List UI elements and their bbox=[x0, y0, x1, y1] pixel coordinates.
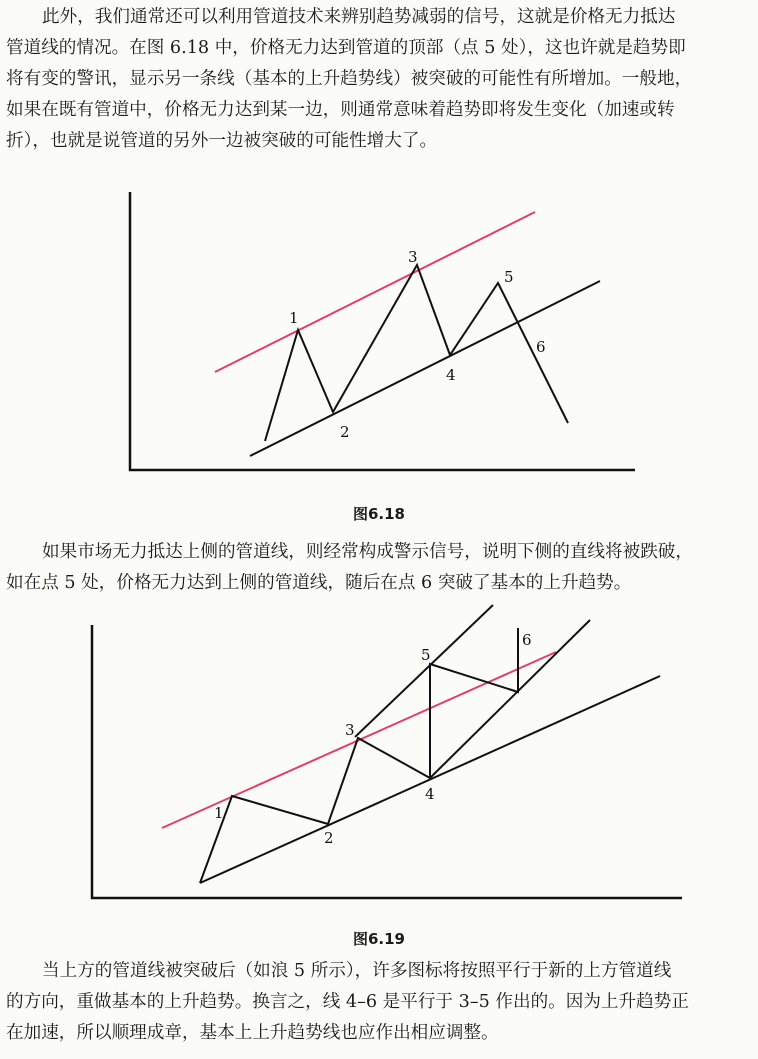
lower-trend-line bbox=[250, 281, 600, 456]
text-line: 如在点 5 处，价格无力达到上侧的管道线，随后在点 6 突破了基本的上升趋势。 bbox=[6, 573, 632, 593]
point-label-1: 1 bbox=[214, 804, 224, 822]
text-line: 将有变的警讯，显示另一条线（基本的上升趋势线）被突破的可能性有所增加。一般地， bbox=[6, 69, 693, 89]
axes bbox=[130, 192, 635, 470]
text-line: 管道线的情况。在图 6.18 中，价格无力达到管道的顶部（点 5 处），这也许就是趋势即 bbox=[6, 38, 686, 58]
point-label-4: 4 bbox=[425, 785, 435, 803]
text-line: 如果市场无力抵达上侧的管道线，则经常构成警示信号，说明下侧的直线将被跌破， bbox=[42, 542, 693, 562]
point-label-2: 2 bbox=[340, 423, 350, 441]
warning-paragraph bbox=[6, 537, 750, 599]
point-label-1: 1 bbox=[289, 309, 299, 327]
price-path bbox=[265, 265, 568, 441]
text-line: 的方向，重做基本的上升趋势。换言之，线 4–6 是平行于 3–5 作出的。因为上升趋势正 bbox=[6, 992, 689, 1012]
point-label-5: 5 bbox=[421, 646, 431, 664]
point-label-6: 6 bbox=[522, 631, 532, 649]
point-label-5: 5 bbox=[504, 268, 514, 286]
point-label-3: 3 bbox=[408, 248, 418, 266]
figure-6-19-diagram bbox=[0, 600, 758, 910]
upper-channel-line bbox=[162, 652, 556, 828]
point-label-4: 4 bbox=[446, 366, 456, 384]
accelerated-channel-line bbox=[355, 605, 493, 737]
text-line: 在加速，所以顺理成章，基本上上升趋势线也应作出相应调整。 bbox=[6, 1023, 499, 1043]
point-label-2: 2 bbox=[324, 829, 334, 847]
text-line: 此外，我们通常还可以利用管道技术来辨别趋势减弱的信号，这就是价格无力抵达 bbox=[42, 7, 676, 27]
figure-6-18-diagram bbox=[0, 180, 758, 480]
figure-caption: 图6.18 bbox=[352, 505, 405, 523]
figure-caption: 图6.19 bbox=[352, 930, 405, 948]
point-label-6: 6 bbox=[536, 338, 546, 356]
breakout-paragraph bbox=[6, 956, 750, 1049]
accelerated-trend-line bbox=[430, 620, 590, 778]
upper-channel-line bbox=[215, 212, 535, 372]
price-path bbox=[200, 628, 518, 883]
axes bbox=[92, 625, 682, 898]
point-label-3: 3 bbox=[345, 721, 355, 739]
intro-paragraph bbox=[6, 2, 750, 157]
text-line: 当上方的管道线被突破后（如浪 5 所示），许多图标将按照平行于新的上方管道线 bbox=[42, 961, 672, 981]
text-line: 如果在既有管道中，价格无力达到某一边，则通常意味着趋势即将发生变化（加速或转 bbox=[6, 100, 675, 120]
text-line: 折），也就是说管道的另外一边被突破的可能性增大了。 bbox=[6, 131, 438, 151]
